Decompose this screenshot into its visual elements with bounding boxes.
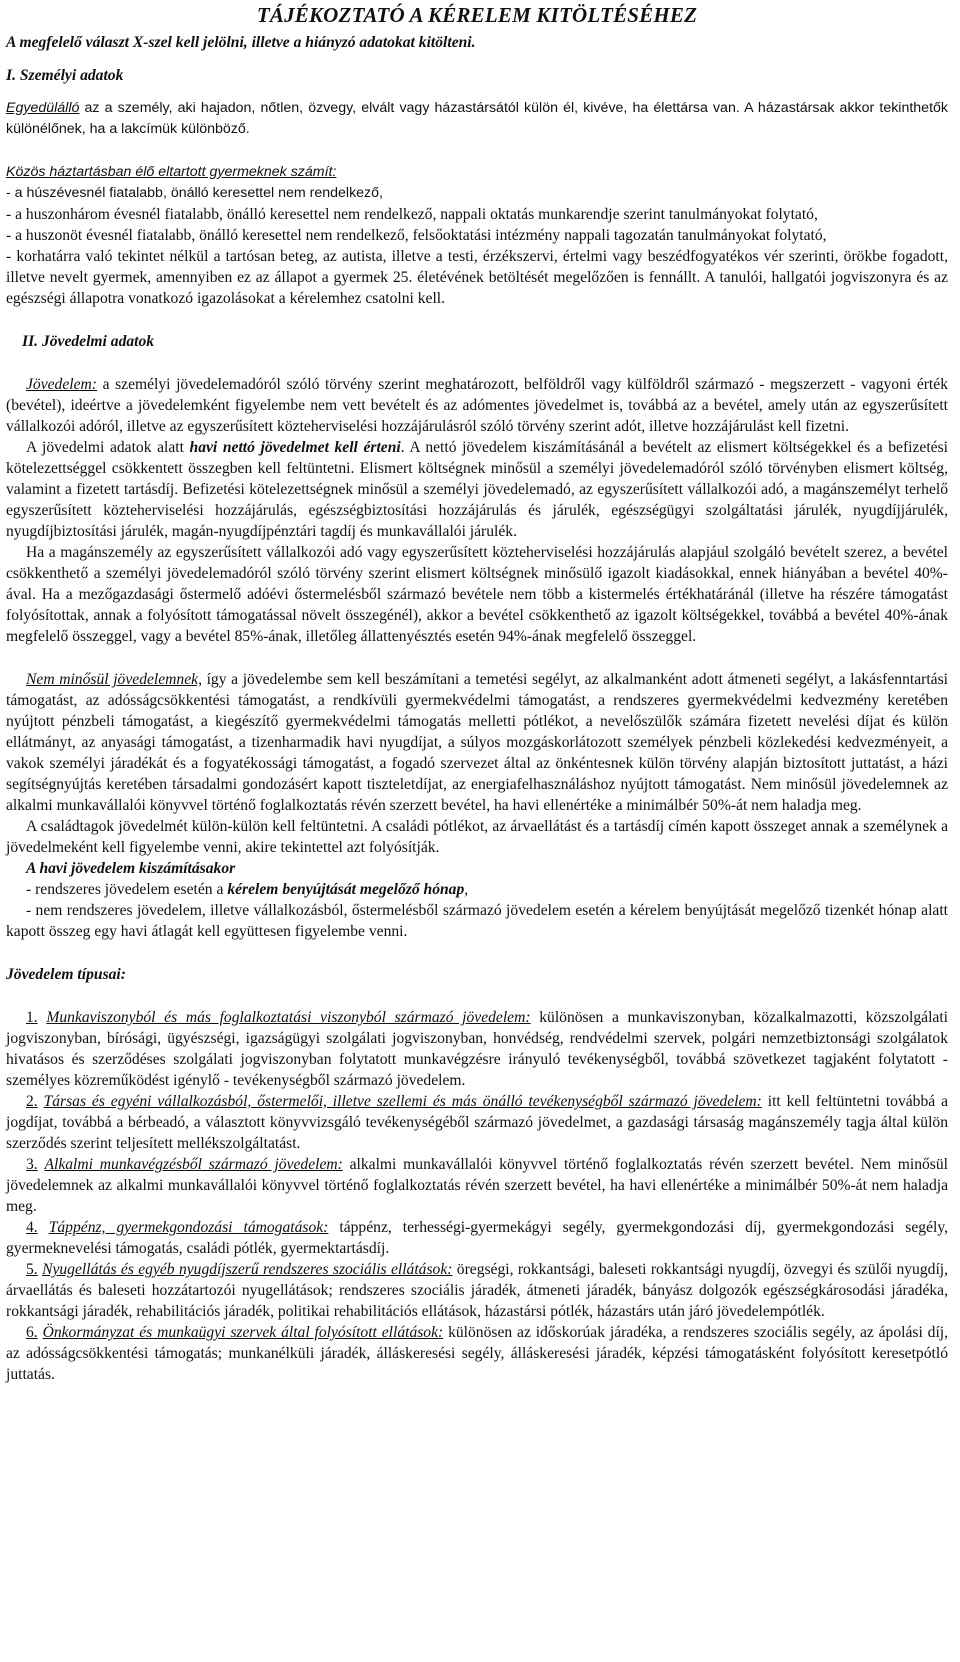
dependent-child-item: - a huszonhárom évesnél fiatalabb, önálló keresettel nem rendelkező, nappali oktatás munkarendje szerint tanulmányokat folytató, — [6, 206, 818, 223]
intro-text: A megfelelő választ X-szel kell jelölni, illetve a hiányzó adatokat kitölteni. — [6, 34, 476, 51]
monthly-regular-pre: - rendszeres jövedelem esetén a — [26, 881, 228, 898]
income-type-number: 2. — [26, 1093, 38, 1110]
dependent-child-item: - korhatárra való tekintet nélkül a tartósan beteg, az autista, illetve a testi, érzékszervi, értelmi vagy beszédfogyatékos vér szerinti, örökbe fogadott, illetve nevelt gyermek, amennyiben ez az állapot a gyermek 25. életévének betöltését megelőzően is fennállt. A tanulói, hallgatói jogviszonyra és az egészségi állapotra vonatkozó igazolásokat a kérelemhez csatolni kell. — [6, 248, 948, 307]
not-income-text: így a jövedelembe sem kell beszámítani a temetési segélyt, az alkalmanként adott átmeneti segélyt, a lakásfenntartási támogatást, az adósságcsökkentési támogatást, a rendkívüli gyermekvédelmi támogatást, a rendszeres gyermekvédelmi kedvezmény keretében nyújtott pénzbeli támogatást, a kiegészítő gyermekvédelmi támogatás melletti pótlékot, a nevelőszülők számára fizetett nevelési díjat és külön ellátmányt, az anyasági támogatást, a tizenharmadik havi nyugdíjat, a súlyos mozgáskorlátozott személyek pénzbeli közlekedési kedvezményeit, a vakok személyi járadékát és a fogyatékossági támogatást, a fogadó szervezet által az önkéntesnek külön törvény alapján biztosított juttatást, a házi segítségnyújtás keretében társadalmi gondozásért kapott tiszteletdíjat, az energiafelhasználáshoz nyújtott támogatást. Nem minősül jövedelemnek az alkalmi munkavállalói könyvvel történő foglalkoztatás révén szerzett bevétel, ha havi ellenértéke a minimálbér 50%-át nem haladja meg. — [6, 671, 948, 814]
income-type-text: különösen az időskorúak járadéka, a rendszeres szociális segély, az ápolási díj, az adósságcsökkentési támogatás; munkanélküli járadék, álláskeresési segély, álláskeresési járadék, képzési támogatásként folyósított keresetpótló juttatás. — [6, 1324, 949, 1383]
monthly-income-item — [6, 879, 948, 900]
income-type-label: Táppénz, gyermekgondozási támogatások: — [48, 1219, 329, 1236]
income-type-number: 4. — [26, 1219, 38, 1236]
family-income-paragraph: A családtagok jövedelmét külön-külön kell feltüntetni. A családi pótlékot, az árvaellátást és a tartásdíj címén kapott összeget annak a személynek a jövedelmeként kell figyelembe venni, akire tekintettel azt folyósítják. — [6, 818, 948, 856]
monthly-regular-post: , — [464, 881, 469, 898]
income-type-text: alkalmi munkavállalói könyvvel történő foglalkoztatás révén szerzett bevétel. Nem minősül jövedelemnek az alkalmi munkavállalói könyvvel történő foglalkoztatás révén szerzett bevétel, ha havi ellenértéke a minimálbér 50%-át nem haladja meg. — [6, 1156, 948, 1215]
net-income-pre: A jövedelmi adatok alatt — [26, 439, 190, 456]
income-type-number: 5. — [26, 1261, 38, 1278]
dependent-child-block — [6, 162, 948, 204]
income-type-item — [6, 1259, 948, 1322]
single-person-definition — [6, 98, 948, 140]
income-type-item — [6, 1322, 948, 1385]
net-income-paragraph — [6, 437, 948, 542]
monthly-income-heading: A havi jövedelem kiszámításakor — [26, 860, 236, 877]
income-type-number: 3. — [26, 1156, 38, 1173]
dependent-child-item: - a húszévesnél fiatalabb, önálló keresettel nem rendelkező, — [6, 185, 383, 201]
dependent-child-item: - a huszonöt évesnél fiatalabb, önálló keresettel nem rendelkező, felsőoktatási intézmény nappali tagozatán tanulmányokat folytató, — [6, 227, 827, 244]
section1-heading: I. Személyi adatok — [6, 67, 124, 84]
monthly-regular-emphasis: kérelem benyújtását megelőző hónap — [227, 881, 465, 898]
not-income-term: Nem minősül jövedelemnek, — [26, 671, 202, 688]
not-income-paragraph — [6, 669, 948, 816]
single-person-text: az a személy, aki hajadon, nőtlen, özvegy, elvált vagy házastársától külön él, kivéve, ha élettársa van. A házastársak akkor tekinthetők különélőnek, ha a lakcímük különböző. — [6, 100, 948, 137]
income-type-item — [6, 1091, 948, 1154]
dependent-child-term: Közös háztartásban élő eltartott gyermeknek számít: — [6, 164, 337, 180]
income-type-item — [6, 1217, 948, 1259]
net-income-emphasis: havi nettó jövedelmet kell érteni — [189, 439, 401, 456]
income-definition — [6, 374, 948, 437]
income-type-label: Munkaviszonyból és más foglalkoztatási viszonyból származó jövedelem: — [46, 1009, 531, 1026]
section2-heading: II. Jövedelmi adatok — [22, 333, 155, 350]
page-title: TÁJÉKOZTATÓ A KÉRELEM KITÖLTÉSÉHEZ — [256, 3, 698, 27]
income-type-item — [6, 1154, 948, 1217]
income-type-label: Alkalmi munkavégzésből származó jövedelem: — [44, 1156, 343, 1173]
income-type-label: Nyugellátás és egyéb nyugdíjszerű rendszeres szociális ellátások: — [42, 1261, 453, 1278]
income-type-text: öregségi, rokkantsági, baleseti rokkantsági nyugdíj, özvegyi és szülői nyugdíj, árvaellátás és baleseti hozzátartozói nyugellátások; rendszeres szociális járadék, átmeneti járadék, bányász dolgozók egészségkárosodási járadéka, rokkantsági járadék, rehabilitációs járadék, politikai rehabilitációs ellátások, házastársi pótlék, házastárs után járó jövedelempótlék. — [6, 1261, 949, 1320]
income-type-label: Önkormányzat és munkaügyi szervek által folyósított ellátások: — [42, 1324, 444, 1341]
single-person-term: Egyedülálló — [6, 100, 80, 116]
income-type-number: 1. — [26, 1009, 38, 1026]
income-type-text: itt kell feltüntetni továbbá a jogdíjat, továbbá a bérbeadó, a választott könyvvizsgáló tevékenységéből származó jövedelmet, a gazdasági társaság magánszemély tagja által külön szerződés szerint teljesített mellékszolgáltatást. — [6, 1093, 948, 1152]
income-text: a személyi jövedelemadóról szóló törvény szerint meghatározott, belföldről vagy külföldről származó - megszerzett - vagyoni érték (bevétel), ideértve a jövedelemként figyelembe nem vett bevételt és az adómentes jövedelmet is, továbbá az a bevétel, amely után az egyszerűsített vállalkozói adóról, illetve az egyszerűsített közteherviselési hozzájárulásról szóló törvény szerint adót, illetve hozzájárulást kell fizetni. — [6, 376, 948, 435]
net-income-post: . A nettó jövedelem kiszámításánál a bevételt az elismert költségekkel és a befizetési kötelezettséggel csökkentett összegben kell feltüntetni. Elismert költségnek minősül a személyi jövedelemadóról szóló törvényben elismert költség, valamint a fizetett tartásdíj. Befizetési kötelezettségnek minősül a személyi jövedelemadó, az egyszerűsített vállalkozói adó, a magánszemélyt terhelő egyszerűsített közteherviselési hozzájárulás, egészségbiztosítási hozzájárulás és járulék, egészségügyi szolgáltatási járulék, nyugdíjjárulék, nyugdíjbiztosítási járulék, magán-nyugdíjpénztári tagdíj és munkavállalói járulék. — [6, 439, 948, 540]
income-term: Jövedelem: — [26, 376, 97, 393]
simplified-tax-paragraph: Ha a magánszemély az egyszerűsített vállalkozói adó vagy egyszerűsített közteherviselési hozzájárulás alapjául szolgáló bevételt szerez, a bevétel csökkenthető a személyi jövedelemadóról szóló törvény szerint elismert költségnek minősülő igazolt kiadásokkal, ennek hiányában a bevétel 40%-ával. Ha a mezőgazdasági őstermelő adóévi őstermelésből származó bevétele nem több a kistermelés értékhatáránál (illetve ha részére támogatást folyósítottak, annak a folyósított támogatással növelt összegénél), akkor a bevétel csökkenthető az igazolt költségekkel, továbbá a bevétel 40%-ának megfelelő összeggel, vagy a bevétel 85%-ának, illetőleg állattenyésztés esetén 94%-ának megfelelő összeggel. — [6, 544, 948, 645]
income-types-heading: Jövedelem típusai: — [6, 966, 126, 983]
income-type-text: különösen a munkaviszonyban, közalkalmazotti, közszolgálati jogviszonyban, bírósági, ügyészségi, igazságügyi szolgálati jogviszonyban, honvédség, rendvédelmi szervek, polgári nemzetbiztonsági szolgálatok hivatásos és szerződéses szolgálati jogviszonyban folytatott munkavégzésre irányuló tevékenységből, továbbá szövetkezet tagjaként folytatott - személyes közreműködést igénylő - tevékenységből származó jövedelem. — [6, 1009, 948, 1089]
income-type-label: Társas és egyéni vállalkozásból, őstermelői, illetve szellemi és más önálló tevékenységből származó jövedelem: — [43, 1093, 762, 1110]
income-type-text: táppénz, terhességi-gyermekágyi segély, gyermekgondozási díj, gyermekgondozási segély, gyermeknevelési támogatás, családi pótlék, gyermektartásdíj. — [6, 1219, 949, 1257]
income-type-number: 6. — [26, 1324, 38, 1341]
income-type-item — [6, 1007, 948, 1091]
monthly-income-item: - nem rendszeres jövedelem, illetve vállalkozásból, őstermelésből származó jövedelem esetén a kérelem benyújtását megelőző tizenkét hónap alatt kapott összeg egy havi átlagát kell együttesen figyelembe venni. — [6, 902, 948, 940]
